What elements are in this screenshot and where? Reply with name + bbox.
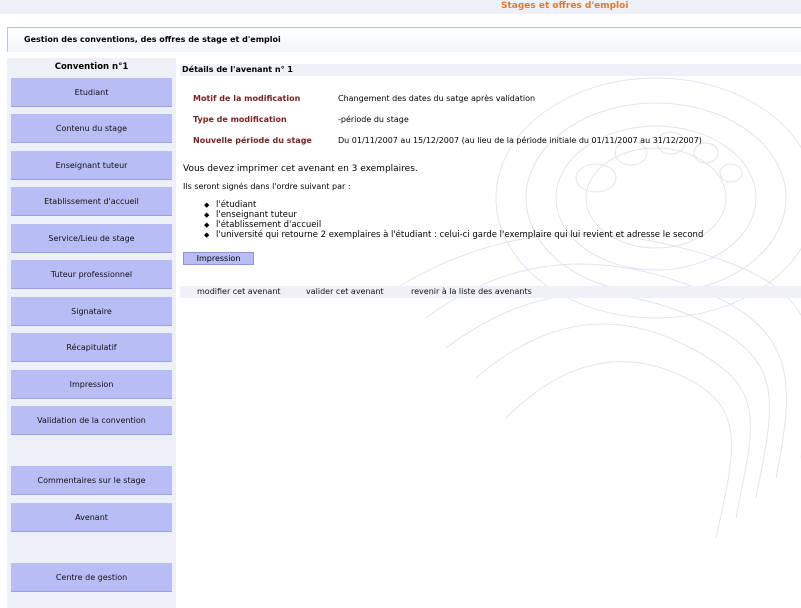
back-to-list-link[interactable]: revenir à la liste des avenants [411, 287, 532, 296]
sidebar-item-tuteur-professionnel[interactable]: Tuteur professionnel [11, 260, 172, 289]
sidebar-item-signataire[interactable]: Signataire [11, 297, 172, 326]
diamond-bullet-icon: ◆ [204, 221, 210, 229]
print-notice: Vous devez imprimer cet avenant en 3 exemplaires. [183, 164, 418, 174]
section-title: Détails de l'avenant n° 1 [182, 65, 293, 74]
sidebar-item-contenu-stage[interactable]: Contenu du stage [11, 114, 172, 143]
app-brand: Stages et offres d'emploi [501, 1, 629, 11]
sidebar-item-impression[interactable]: Impression [11, 370, 172, 399]
validate-avenant-link[interactable]: valider cet avenant [306, 287, 384, 296]
section-header [180, 64, 801, 76]
field-value: -période du stage [338, 115, 409, 124]
sidebar-item-recapitulatif[interactable]: Récapitulatif [11, 333, 172, 362]
diamond-bullet-icon: ◆ [204, 211, 210, 219]
field-value: Du 01/11/2007 au 15/12/2007 (au lieu de la période initiale du 01/11/2007 au 31/12/2007) [338, 136, 702, 145]
field-label: Motif de la modification [193, 94, 301, 103]
sidebar-item-avenant[interactable]: Avenant [11, 503, 172, 532]
sidebar-item-service-lieu[interactable]: Service/Lieu de stage [11, 224, 172, 253]
page-header [7, 27, 801, 52]
sidebar-item-centre-gestion[interactable]: Centre de gestion [11, 563, 172, 592]
top-bar [0, 0, 801, 14]
diamond-bullet-icon: ◆ [204, 231, 210, 239]
sidebar [7, 58, 176, 608]
action-bar [180, 286, 801, 298]
modify-avenant-link[interactable]: modifier cet avenant [197, 287, 281, 296]
sidebar-item-commentaires[interactable]: Commentaires sur le stage [11, 466, 172, 495]
field-value: Changement des dates du satge après validation [338, 94, 536, 103]
field-label: Type de modification [193, 115, 287, 124]
convention-label: Convention n°1 [54, 62, 129, 72]
field-label: Nouvelle période du stage [193, 136, 312, 145]
list-item: ◆ l'université qui retourne 2 exemplaires à l'étudiant : celui-ci garde l'exemplaire qui lui revient et adresse le second [204, 230, 704, 240]
list-item: ◆ l'étudiant [204, 200, 257, 210]
sidebar-item-validation[interactable]: Validation de la convention [11, 406, 172, 435]
page-title: Gestion des conventions, des offres de stage et d'emploi [24, 35, 281, 44]
sidebar-item-etablissement-accueil[interactable]: Etablissement d'accueil [11, 187, 172, 216]
sidebar-item-enseignant-tuteur[interactable]: Enseignant tuteur [11, 151, 172, 180]
list-item: ◆ l'enseignant tuteur [204, 210, 297, 220]
sidebar-item-etudiant[interactable]: Etudiant [11, 78, 172, 107]
sign-order-text: Ils seront signés dans l'ordre suivant par : [183, 182, 351, 191]
main-content [176, 58, 801, 608]
signers-list [204, 200, 703, 240]
diamond-bullet-icon: ◆ [204, 201, 210, 209]
list-item: ◆ l'établissement d'accueil [204, 220, 322, 230]
print-button[interactable]: Impression [183, 252, 254, 265]
